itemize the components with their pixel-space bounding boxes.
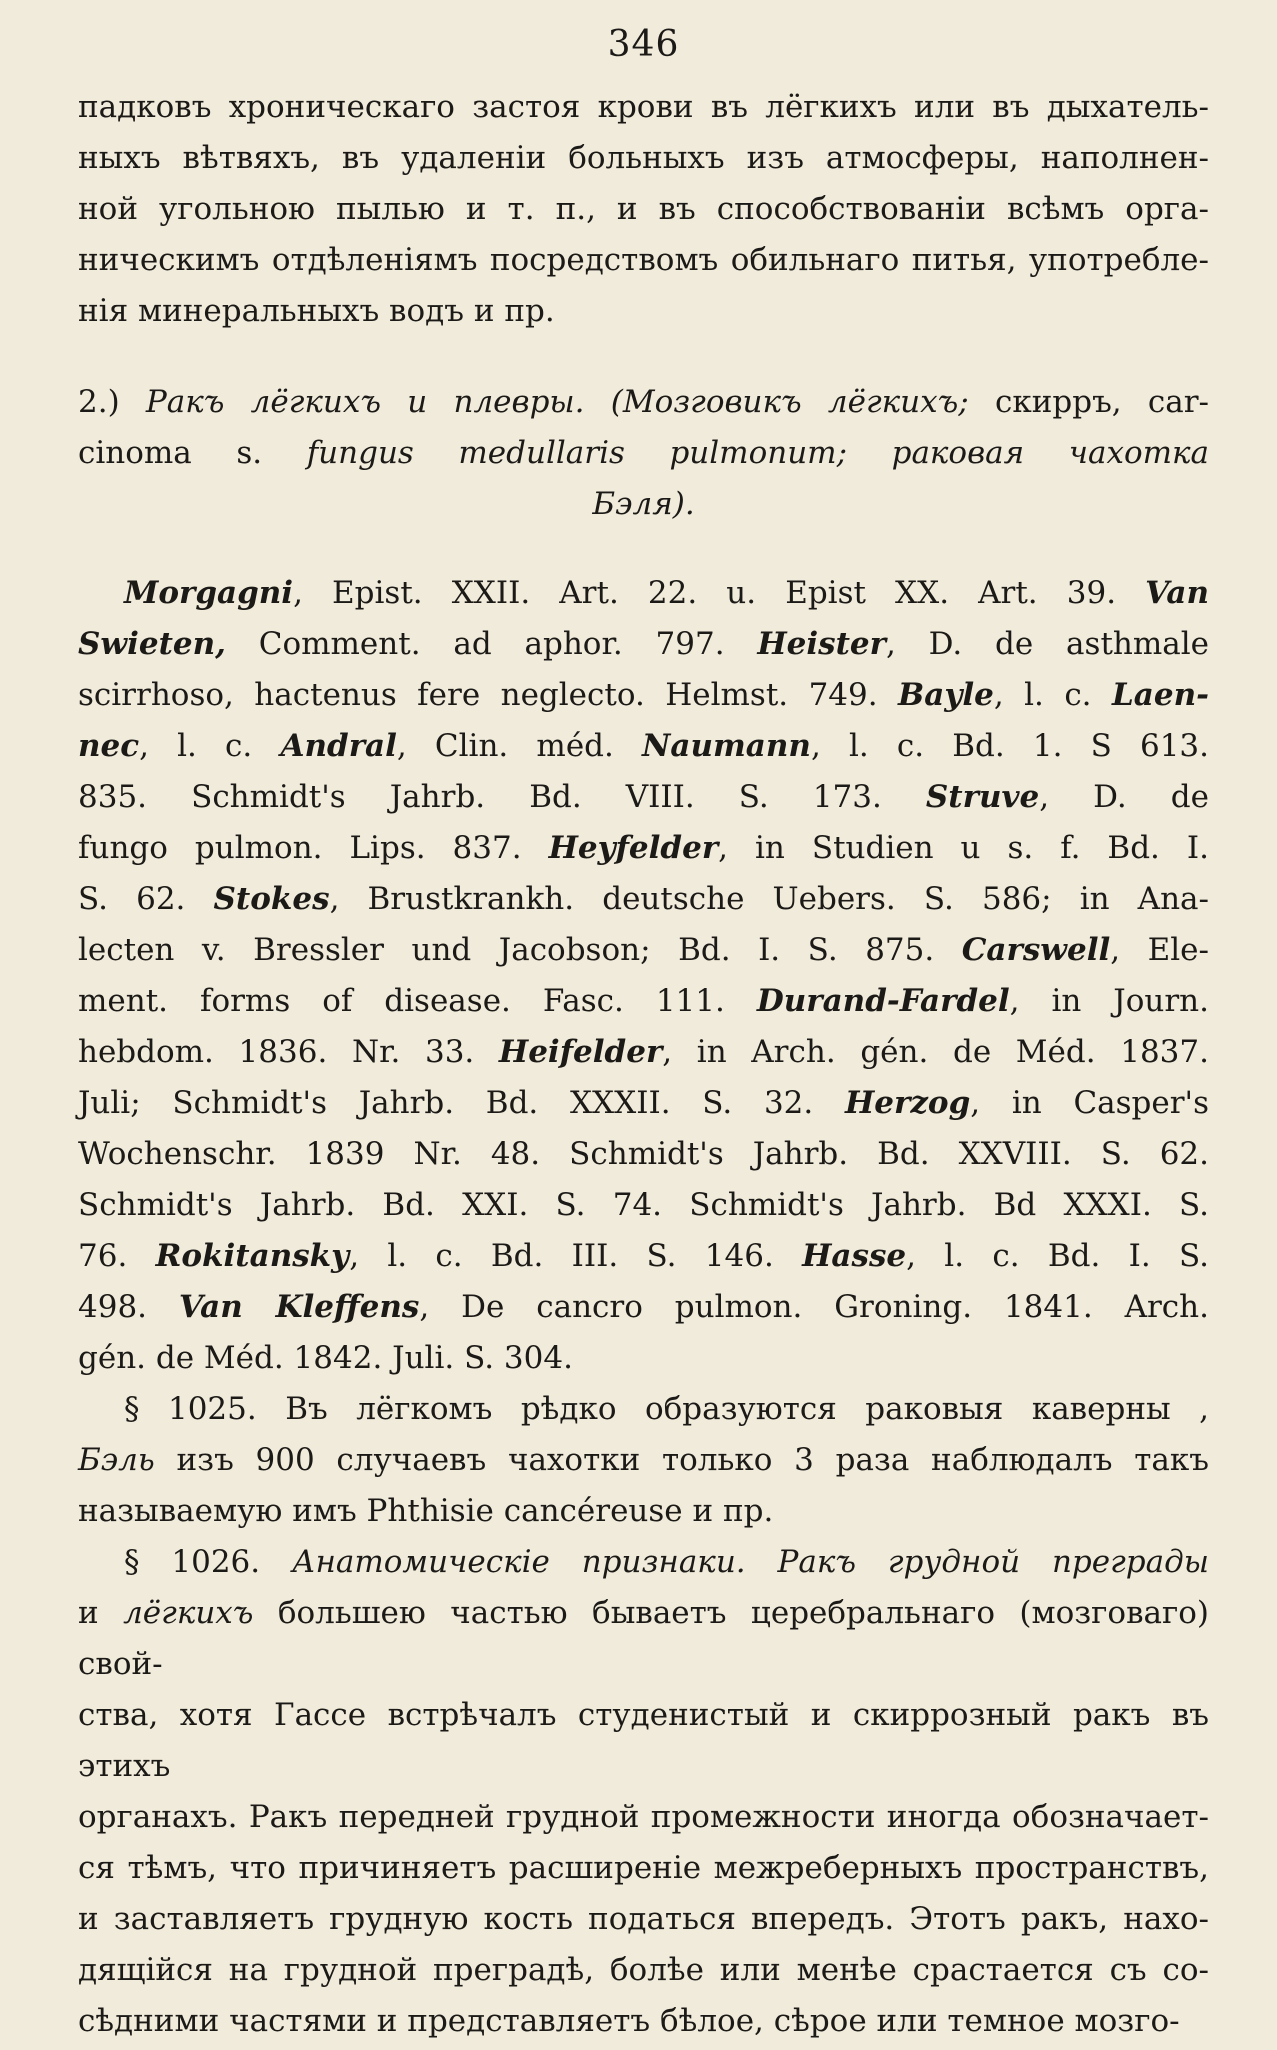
text-line: [78, 1333, 1209, 1384]
text-run: fungo pulmon. Lips. 837.: [78, 830, 549, 866]
emphasis-text: Бэль: [78, 1442, 155, 1478]
emphasis-text: Van: [1145, 575, 1209, 611]
text-run: сѣдними частями и представляетъ бѣлое, сѣрое или темное мозго-: [78, 2003, 1180, 2039]
emphasis-text: Swieten,: [78, 626, 226, 662]
emphasis-text: Durand-Fardel: [756, 983, 1010, 1019]
section-1025: [78, 1384, 1209, 1537]
emphasis-text: Naumann: [642, 728, 811, 764]
emphasis-text: Bayle: [898, 677, 994, 713]
text-line: [78, 1996, 1209, 2047]
text-run: и заставляетъ грудную кость податься впередъ. Этотъ ракъ, нахо-: [78, 1901, 1209, 1937]
heading-number: 2.): [78, 384, 120, 420]
text-run: ся тѣмъ, что причиняетъ расширеніе межреберныхъ пространствъ,: [78, 1850, 1209, 1886]
emphasis-text: Morgagni: [124, 575, 294, 611]
section-1026: [78, 1537, 1209, 2047]
text-run: hebdom. 1836. Nr. 33.: [78, 1034, 499, 1070]
section-heading: [78, 377, 1209, 530]
emphasis-text: Heyfelder: [548, 830, 719, 866]
text-line: [78, 1537, 1209, 1588]
text-run: , l. c.: [139, 728, 281, 764]
text-run: Wochenschr. 1839 Nr. 48. Schmidt's Jahrb. Bd. XXVIII. S. 62.: [78, 1136, 1209, 1172]
emphasis-text: Laen-: [1111, 677, 1209, 713]
text-line: [78, 925, 1209, 976]
heading-line: [78, 377, 1209, 428]
text-line: [78, 823, 1209, 874]
heading-latin-italic: fungus medullaris pulmonum;: [306, 435, 848, 471]
text-run: , Ele-: [1110, 932, 1210, 968]
heading-latin: cinoma s.: [78, 435, 263, 471]
text-run: , in Arch. gén. de Méd. 1837.: [662, 1034, 1209, 1070]
text-run: ment. forms of disease. Fasc. 111.: [78, 983, 757, 1019]
paragraph-treatment: [78, 82, 1209, 337]
text-line: [78, 1180, 1209, 1231]
emphasis-text: Struve: [925, 779, 1040, 815]
text-line: [78, 976, 1209, 1027]
text-run: , D. de asthmale: [885, 626, 1209, 662]
text-line: [78, 1129, 1209, 1180]
text-run: дящійся на грудной преградѣ, болѣе или менѣе срастается съ со-: [78, 1952, 1209, 1988]
text-line: [78, 1384, 1209, 1435]
text-line: [78, 721, 1209, 772]
text-run: и: [78, 1595, 124, 1631]
text-run: gén. de Méd. 1842. Juli. S. 304.: [78, 1340, 573, 1376]
text-run: 498.: [78, 1289, 179, 1325]
text-line: [78, 1792, 1209, 1843]
text-line: [78, 874, 1209, 925]
text-run: ства, хотя Гассе встрѣчалъ студенистый и скиррозный ракъ въ этихъ: [78, 1697, 1209, 1784]
text-line: ныхъ вѣтвяхъ, въ удаленіи больныхъ изъ атмосферы, наполнен-: [78, 140, 1209, 176]
text-run: изъ 900 случаевъ чахотки только 3 раза наблюдалъ такъ: [154, 1442, 1209, 1478]
text-run: lecten v. Bressler und Jacobson; Bd. I. S. 875.: [78, 932, 962, 968]
text-run: большею частью бываетъ церебральнаго (мозговаго) свой-: [78, 1595, 1209, 1682]
text-run: , De cancro pulmon. Groning. 1841. Arch.: [419, 1289, 1209, 1325]
emphasis-text: Carswell: [961, 932, 1111, 968]
text-line: [78, 1894, 1209, 1945]
text-line: [78, 670, 1209, 721]
text-run: , Clin. méd.: [396, 728, 643, 764]
page-number: 346: [607, 24, 680, 65]
text-line: [78, 1078, 1209, 1129]
heading-title: Ракъ лёгкихъ и плевры. (Мозговикъ лёгкихъ;: [145, 384, 969, 420]
text-run: называемую имъ Phthisie cancéreuse и пр.: [78, 1493, 774, 1529]
references-paragraph: [78, 568, 1209, 1384]
text-line: [78, 568, 1209, 619]
text-run: Comment. ad aphor. 797.: [225, 626, 758, 662]
text-run: Juli; Schmidt's Jahrb. Bd. XXXII. S. 32.: [78, 1085, 845, 1121]
text-line: [78, 1945, 1209, 1996]
text-run: 76.: [78, 1238, 156, 1274]
text-run: § 1025. Въ лёгкомъ рѣдко образуются раковыя каверны ,: [124, 1391, 1209, 1427]
text-line: нія минеральныхъ водъ и пр.: [78, 293, 555, 329]
emphasis-text: Heister: [757, 626, 886, 662]
text-run: , in Studien u s. f. Bd. I.: [718, 830, 1209, 866]
text-run: Schmidt's Jahrb. Bd. XXI. S. 74. Schmidt's Jahrb. Bd XXXI. S.: [78, 1187, 1209, 1223]
text-line: ной угольною пылью и т. п., и въ способствованіи всѣмъ орга-: [78, 191, 1209, 227]
text-line: [78, 1231, 1209, 1282]
text-run: , l. c. Bd. III. S. 146.: [349, 1238, 803, 1274]
text-run: 835. Schmidt's Jahrb. Bd. VIII. S. 173.: [78, 779, 926, 815]
text-run: , l. c.: [993, 677, 1112, 713]
text-run: , l. c. Bd. 1. S 613.: [810, 728, 1209, 764]
text-line: [78, 1435, 1209, 1486]
text-line: [78, 772, 1209, 823]
emphasis-text: Rokitansky: [155, 1238, 350, 1274]
emphasis-text: лёгкихъ: [123, 1595, 254, 1631]
text-line: падковъ хроническаго застоя крови въ лёгкихъ или въ дыхатель-: [78, 89, 1209, 125]
emphasis-text: Stokes: [213, 881, 330, 917]
text-line: [78, 1690, 1209, 1792]
heading-line: [78, 428, 1209, 479]
text-run: , Epist. XXII. Art. 22. u. Epist XX. Art. 39.: [293, 575, 1146, 611]
text-line: [78, 619, 1209, 670]
emphasis-text: Hasse: [802, 1238, 907, 1274]
text-line: [78, 1486, 1209, 1537]
text-line: [78, 1282, 1209, 1333]
text-line: [78, 1843, 1209, 1894]
text-run: , in Journ.: [1009, 983, 1209, 1019]
text-run: § 1026.: [124, 1544, 292, 1580]
text-line: ническимъ отдѣленіямъ посредствомъ обильнаго питья, употребле-: [78, 242, 1209, 278]
text-run: S. 62.: [78, 881, 214, 917]
text-run: , Brustkrankh. deutsche Uebers. S. 586; in Ana-: [329, 881, 1209, 917]
emphasis-text: Herzog: [844, 1085, 971, 1121]
emphasis-text: Van Kleffens: [178, 1289, 420, 1325]
heading-tail: скирръ, car-: [994, 384, 1210, 420]
heading-tail-italic: раковая чахотка: [891, 435, 1210, 471]
heading-line: Бэля).: [592, 486, 695, 522]
text-line: [78, 1027, 1209, 1078]
text-line: [78, 1588, 1209, 1690]
text-run: , D. de: [1039, 779, 1209, 815]
text-run: органахъ. Ракъ передней грудной промежности иногда обозначает-: [78, 1799, 1209, 1835]
emphasis-text: nec: [78, 728, 140, 764]
text-run: , l. c. Bd. I. S.: [906, 1238, 1209, 1274]
text-run: , in Casper's: [970, 1085, 1209, 1121]
text-run: scirrhoso, hactenus fere neglecto. Helmst. 749.: [78, 677, 899, 713]
emphasis-text: Анатомическіе признаки. Ракъ грудной преграды: [291, 1544, 1209, 1580]
emphasis-text: Andral: [280, 728, 397, 764]
emphasis-text: Heifelder: [498, 1034, 663, 1070]
